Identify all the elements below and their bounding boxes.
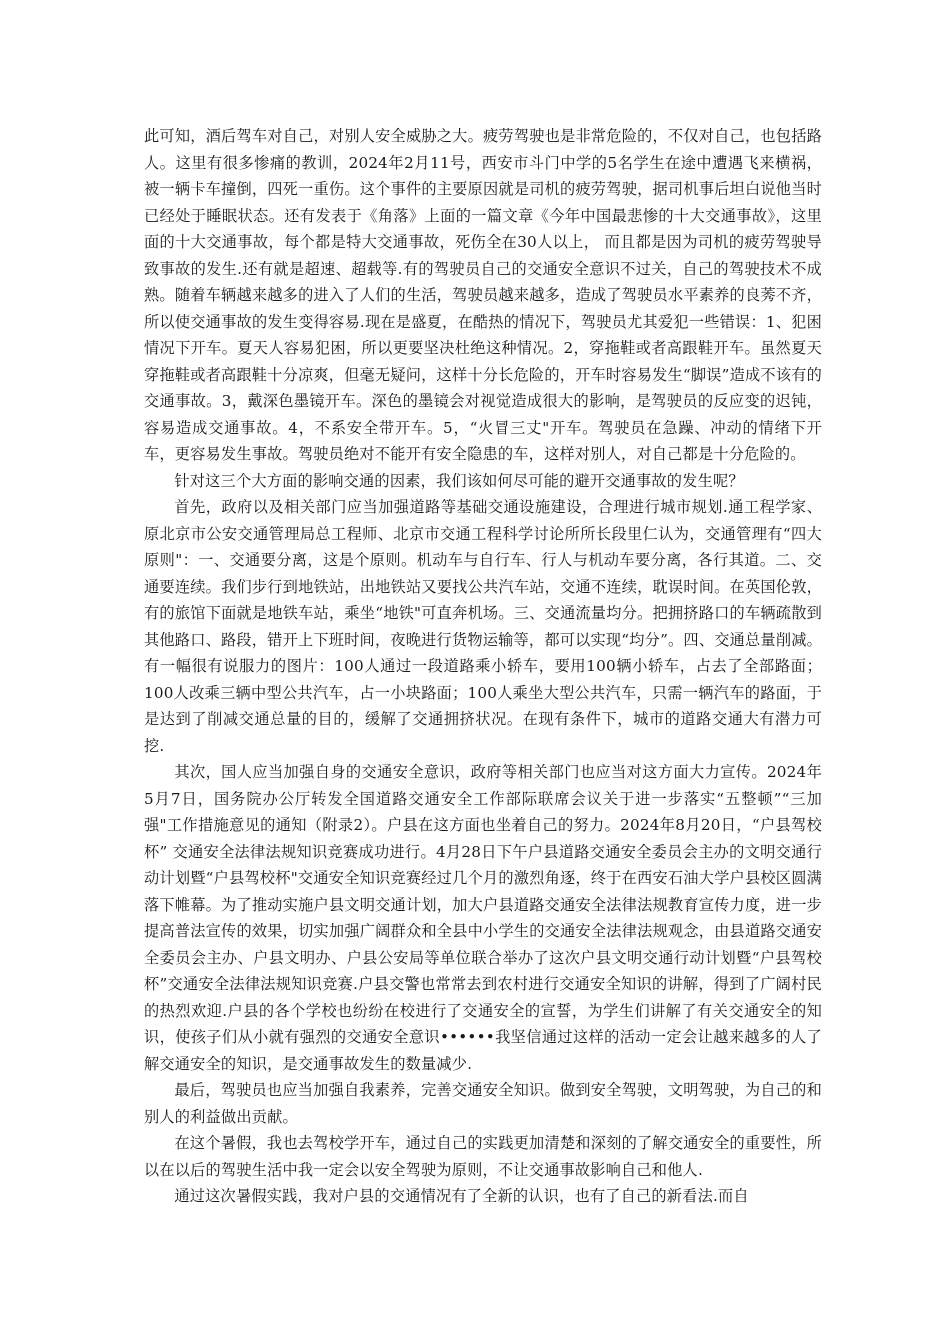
document-body: [144, 123, 822, 1210]
paragraph-second-awareness: 其次，国人应当加强自身的交通安全意识，政府等相关部门也应当对这方面大力宣传。2024年5月7日，国务院办公厅转发全国道路交通安全工作部际联席会议关于进一步落实“五整顿”“三加强"工作措施意见的通知（附录2）。户县在这方面也坐着自己的努力。2024年8月20日，“户县驾校杯” 交通安全法律法规知识竞赛成功进行。4月28日下午户县道路交通安全委员会主办的文明交通行动计划暨“户县驾校杯"交通安全知识竞赛经过几个月的激烈角逐，终于在西安石油大学户县校区圆满落下帷幕。为了推动实施户县文明交通计划，加大户县道路交通安全法律法规教育宣传力度，进一步提高普法宣传的效果，切实加强广阔群众和全县中小学生的交通安全法律法规观念，由县道路交通安全委员会主办、户县文明办、户县公安局等单位联合举办了这次户县文明交通行动计划暨“户县驾校杯”交通安全法律法规知识竞赛.户县交警也常常去到农村进行交通安全知识的讲解，得到了广阔村民的热烈欢迎.户县的各个学校也纷纷在校进行了交通安全的宣誓，为学生们讲解了有关交通安全的知识，使孩子们从小就有强烈的交通安全意识••••••我坚信通过这样的活动一定会让越来越多的人了解交通安全的知识，是交通事故发生的数量减少.: [144, 763, 822, 1073]
paragraph-first-infrastructure: 首先，政府以及相关部门应当加强道路等基础交通设施建设，合理进行城市规划.通工程学家、原北京市公安交通管理局总工程师、北京市交通工程科学讨论所所长段里仁认为，交通管理有“四大原则"：一、交通要分离，这是个原则。机动车与自行车、行人与机动车要分离，各行其道。二、交通要连续。我们步行到地铁站，出地铁站又要找公共汽车站，交通不连续，耽误时间。在英国伦敦，有的旅馆下面就是地铁车站，乘坐“地铁"可直奔机场。三、交通流量均分。把拥挤路口的车辆疏散到其他路口、路段，错开上下班时间，夜晚进行货物运输等，都可以实现“均分”。四、交通总量削减。有一幅很有说服力的图片：100人通过一段道路乘小轿车，要用100辆小轿车，占去了全部路面；100人改乘三辆中型公共汽车，占一小块路面；100人乘坐大型公共汽车，只需一辆汽车的路面，于是达到了削减交通总量的目的，缓解了交通拥挤状况。在现有条件下，城市的道路交通大有潜力可挖.: [144, 498, 822, 755]
paragraph-drunk-and-fatigue-driving: 此可知，酒后驾车对自己，对别人安全威胁之大。疲劳驾驶也是非常危险的，不仅对自己，也包括路人。这里有很多惨痛的教训，2024年2月11号，西安市斗门中学的5名学生在途中遭遇飞来横祸，被一辆卡车撞倒，四死一重伤。这个事件的主要原因就是司机的疲劳驾驶，据司机事后坦白说他当时已经处于睡眠状态。还有发表于《角落》上面的一篇文章《今年中国最悲惨的十大交通事故》，这里面的十大交通事故，每个都是特大交通事故，死伤全在30人以上， 而且都是因为司机的疲劳驾驶导致事故的发生.还有就是超速、超载等.有的驾驶员自己的交通安全意识不过关，自己的驾驶技术不成熟。随着车辆越来越多的进入了人们的生活，驾驶员越来越多，造成了驾驶员水平素养的良莠不齐，所以使交通事故的发生变得容易.现在是盛夏，在酷热的情况下，驾驶员尤其爱犯一些错误：1、犯困情况下开车。夏天人容易犯困，所以更要坚决杜绝这种情况。2，穿拖鞋或者高跟鞋开车。虽然夏天穿拖鞋或者高跟鞋十分凉爽，但毫无疑问，这样十分长危险的，开车时容易发生“脚误”造成不该有的交通事故。3，戴深色墨镜开车。深色的墨镜会对视觉造成很大的影响，是驾驶员的反应变的迟钝，容易造成交通事故。4，不系安全带开车。5，“火冒三丈"开车。驾驶员在急躁、冲动的情绪下开车，更容易发生事故。驾驶员绝对不能开有安全隐患的车，这样对别人，对自己都是十分危险的。: [144, 127, 822, 463]
paragraph-conclusion-start: 通过这次暑假实践，我对户县的交通情况有了全新的认识，也有了自己的新看法.而自: [174, 1187, 749, 1205]
paragraph-question: 针对这三个大方面的影响交通的因素，我们该如何尽可能的避开交通事故的发生呢？: [174, 471, 744, 490]
paragraph-summer-driving-school: 在这个暑假，我也去驾校学开车，通过自己的实践更加清楚和深刻的了解交通安全的重要性，所以在以后的驾驶生活中我一定会以安全驾驶为原则，不让交通事故影响自己和他人.: [144, 1134, 822, 1179]
paragraph-finally-drivers: 最后，驾驶员也应当加强自我素养，完善交通安全知识。做到安全驾驶，文明驾驶，为自己的和别人的利益做出贡献。: [144, 1081, 822, 1126]
